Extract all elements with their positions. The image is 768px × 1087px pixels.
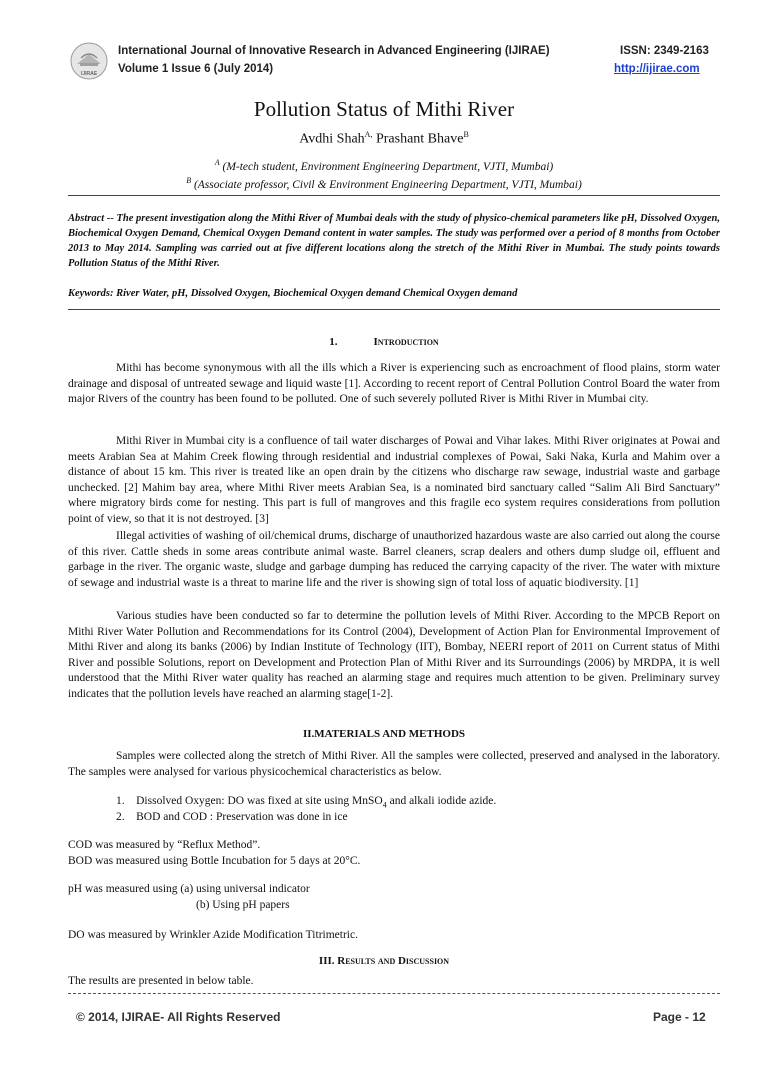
author-1: Avdhi Shah [299, 131, 365, 147]
abstract: Abstract -- The present investigation along the Mithi River of Mumbai deals with the study of physico-chemical parameters like pH, Dissolved Oxygen, Biochemical Oxygen Demand, Chemical Oxygen Demand content in water samples. The study was performed over a period of 8 months from October 2013 to May 2014. Sampling was carried out at five different locations along the stretch of the Mithi River in Mumbai. The study points towards Pollution Status of the Mithi River. [68, 213, 720, 269]
section-introduction-heading [0, 336, 768, 348]
section-methods-heading: II.MATERIALS AND METHODS [302, 728, 466, 740]
author-2-sup: B [463, 130, 469, 139]
results-paragraph-1: The results are presented in below table. [68, 975, 254, 987]
list-item-1-subscript: 4 [382, 800, 387, 810]
section-1-title: Introduction [373, 336, 439, 348]
intro-paragraph-2 [68, 434, 720, 527]
journal-name: International Journal of Innovative Research in Advanced Engineering (IJIRAE) [118, 45, 550, 57]
list-item-2-number: 2. [116, 811, 125, 823]
section-1-number: 1. [329, 336, 338, 348]
affiliation-b-sup: B [186, 176, 192, 185]
intro-paragraph-3 [68, 529, 720, 591]
divider-top [68, 195, 720, 196]
footer-copyright: © 2014, IJIRAE- All Rights Reserved [76, 1010, 281, 1024]
intro-paragraph-1 [68, 361, 720, 408]
list-item-2-text: BOD and COD : Preservation was done in ice [136, 811, 348, 823]
issn: ISSN: 2349-2163 [620, 45, 709, 57]
footer-divider [68, 993, 720, 994]
keywords: Keywords: River Water, pH, Dissolved Oxygen, Biochemical Oxygen demand Chemical Oxygen demand [68, 288, 518, 299]
methods-paragraph-1-text: Samples were collected along the stretch of Mithi River. All the samples were collected, preserved and analysed in the laboratory. The samples were analysed for various physicochemical characteristics as below. [68, 750, 720, 778]
journal-url-link[interactable]: http://ijirae.com [614, 63, 700, 75]
list-item-1-text-a: Dissolved Oxygen: DO was fixed at site using MnSO [136, 795, 383, 807]
section-results-heading: III. Results and Discussion [318, 955, 450, 967]
bod-method: BOD was measured using Bottle Incubation for 5 days at 20°C. [68, 855, 361, 867]
ph-method-a: pH was measured using (a) using universal indicator [68, 883, 310, 895]
journal-logo [70, 42, 108, 80]
divider-keywords [68, 309, 720, 310]
ph-method-b: (b) Using pH papers [196, 899, 290, 911]
intro-paragraph-4-text: Various studies have been conducted so far to determine the pollution levels of Mithi River. According to the MPCB Report on Mithi River Water Pollution and Recommendations for its Control (2004), Development of Action Plan for Environmental Improvement of Mithi River and along its banks (2006) by Indian Institute of Technology (IIT), Bombay, NEERI report of 2011 on Current status of Mithi River and possible Solutions, report on Development and Protection Plan of Mithi River and its Surroundings (2006) by MRDPA, it is well understood that the Mithi River water quality has reached an alarming stage and requires much attention to be given. Preliminary survey indicates that the pollution levels have reached an alarming stage[1-2]. [68, 610, 720, 700]
cod-method: COD was measured by “Reflux Method”. [68, 839, 261, 851]
methods-list-item-1 [116, 795, 496, 809]
author-2: Prashant Bhave [375, 131, 464, 147]
footer-page-number: Page - 12 [653, 1010, 706, 1024]
affiliation-a-sup: A [214, 158, 220, 167]
do-method: DO was measured by Wrinkler Azide Modification Titrimetric. [68, 929, 358, 941]
affiliation-a-text: (M-tech student, Environment Engineering Department, VJTI, Mumbai) [222, 160, 554, 173]
author-line [0, 130, 768, 148]
methods-paragraph-1 [68, 749, 720, 780]
affiliation-a [0, 158, 768, 173]
paper-title: Pollution Status of Mithi River [253, 97, 515, 121]
list-item-1-number: 1. [116, 795, 125, 807]
intro-paragraph-3-text: Illegal activities of washing of oil/chemical drums, discharge of unauthorized hazardous waste are also carried out along the course of this river. Cattle sheds in some areas contribute animal waste. Barrel cleaners, scrap dealers and others dump sludge oil, effluent and garbage in the river. The organic waste, sludge and garbage dumping has reduced the carrying capacity of the river. The water with mixture of sewage and industrial waste is a threat to marine life and the river is showing sign of total loss of aquatic biodiversity. [1] [68, 530, 720, 589]
intro-paragraph-2-text: Mithi River in Mumbai city is a confluence of tail water discharges of Powai and Vihar lakes. Mithi River originates at Powai and meets Arabian Sea at Mahim Creek flowing through residential and industrial complexes of Powai, Saki Naka, Kurla and Mahim over a distance of about 15 km. This river is treated like an open drain by the citizens who discharge raw sewage, industrial waste and garbage unchecked. [2] Mahim bay area, where Mithi River meets Arabian Sea, is a nominated bird sanctuary called “Salim Ali Bird Sanctuary” where migratory birds come for nesting. This part is full of mangroves and this fragile eco system requires considerations from pollution point of view, so that it is not destroyed. [3] [68, 435, 720, 525]
intro-paragraph-1-text: Mithi has become synonymous with all the ills which a River is experiencing such as encroachment of flood plains, storm water drainage and disposal of untreated sewage and liquid waste [1]. According to recent report of Central Pollution Control Board the water from major Rivers of the country has been found to be polluted. One of such severely polluted River is Mithi River in Mumbai city. [68, 362, 720, 405]
author-1-sup: A, [364, 130, 373, 139]
affiliation-b [0, 176, 768, 191]
journal-logo-text: IJIRAE [80, 71, 98, 77]
volume-issue: Volume 1 Issue 6 (July 2014) [118, 63, 274, 75]
list-item-1-text-b: and alkali iodide azide. [386, 795, 497, 807]
intro-paragraph-4 [68, 609, 720, 702]
affiliation-b-text: (Associate professor, Civil & Environment Engineering Department, VJTI, Mumbai) [193, 178, 582, 191]
methods-list-item-2 [116, 811, 348, 823]
